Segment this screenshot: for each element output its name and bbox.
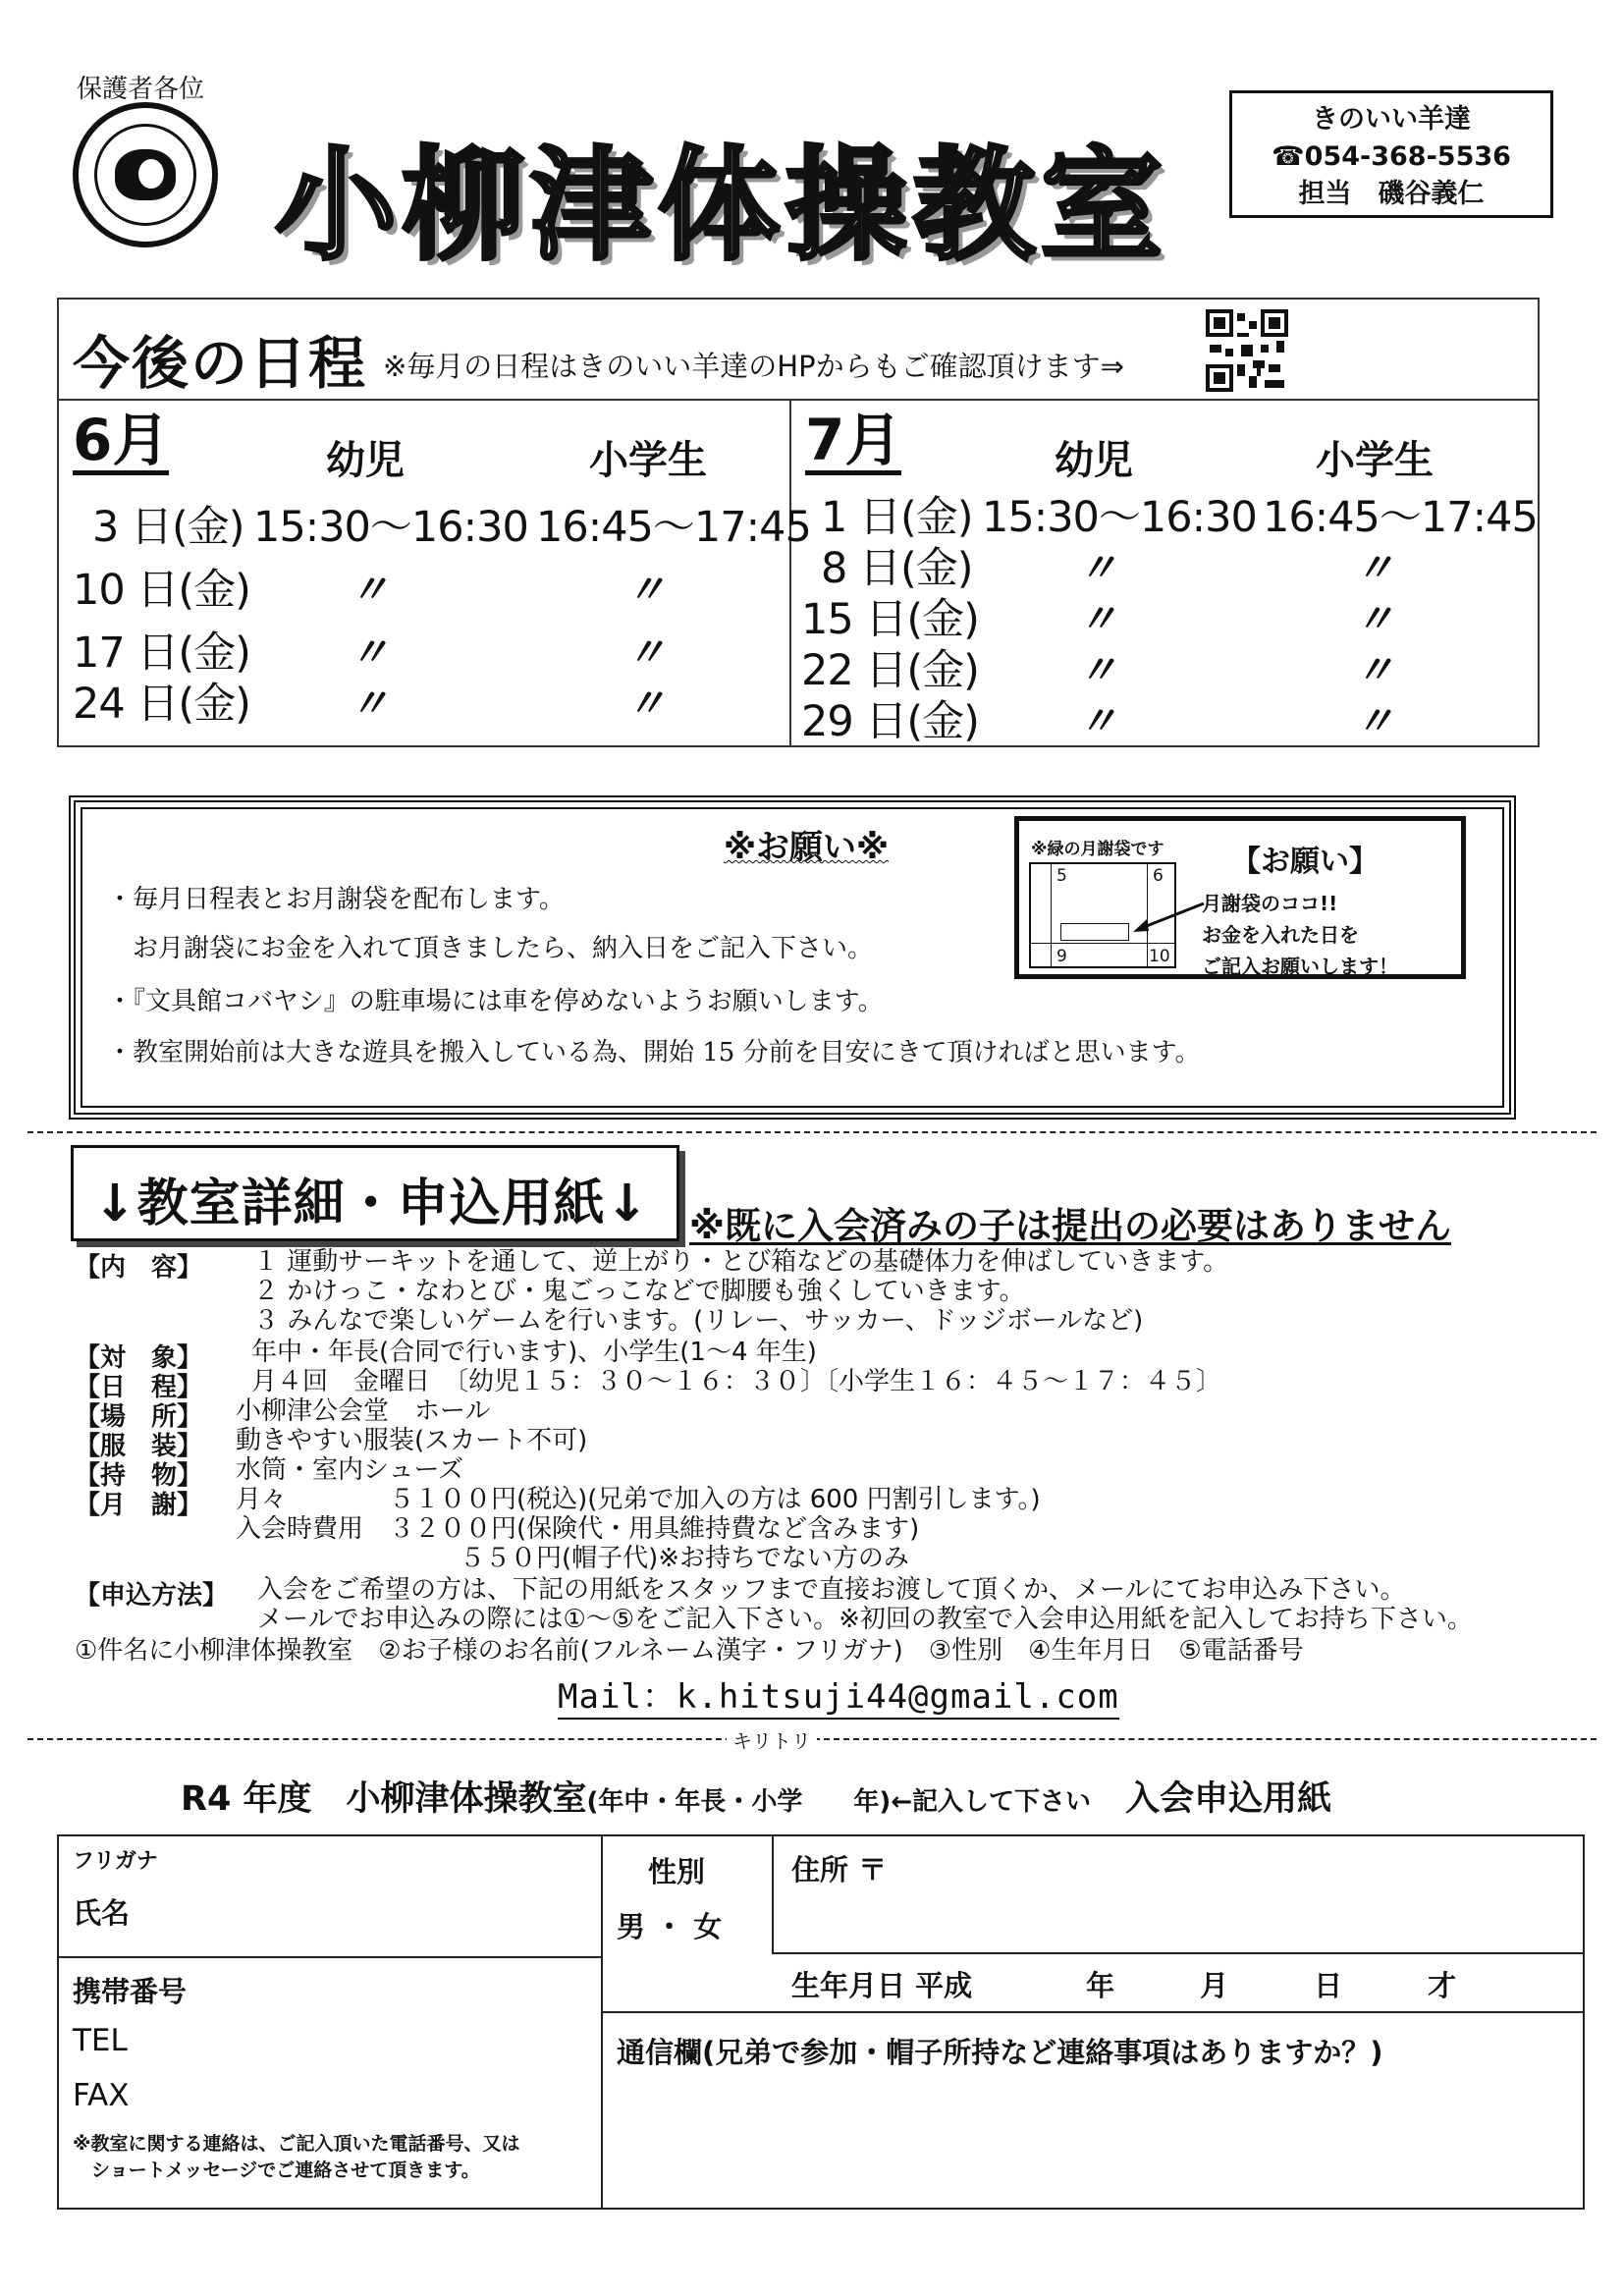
envelope-line-3: ご記入お願いします！ [1202, 955, 1398, 978]
detail-value: 月々 ５１００円(税込)(兄弟で加入の方は 600 円割引します。) [236, 1485, 1041, 1514]
request-line-4: ・教室開始前は大きな遊具を搬入している為、開始 15 分前を目安にきて頂ければと思います。 [107, 1038, 1201, 1067]
detail-value: 水筒・室内シューズ [236, 1455, 464, 1485]
schedule-box [57, 298, 1540, 747]
request-box [69, 795, 1516, 1120]
request-title: ※お願い※ [724, 828, 890, 867]
gender-options[interactable]: 男 ・ 女 [617, 1910, 723, 1943]
detail-value: 小柳津公会堂 ホール [236, 1396, 491, 1426]
arrow-icon [1127, 898, 1206, 937]
address-field[interactable] [903, 1844, 1571, 1946]
gender-label: 性別 [648, 1855, 706, 1888]
envelope-cell: 9 [1056, 947, 1067, 966]
june-date-4: 24 日(金) [73, 680, 250, 729]
envelope-cell: 5 [1056, 866, 1067, 886]
detail-label: 【服 装】 [75, 1432, 203, 1461]
july-kids-3: 〃 [1078, 597, 1117, 642]
schedule-divider [789, 401, 791, 747]
contact-person: 担当 磯谷義仁 [1298, 179, 1485, 209]
details-title-box [71, 1145, 679, 1241]
mail-address-link[interactable]: Mail：k.hitsuji44@gmail.com [558, 1669, 1119, 1720]
july-date-2: 8 日(金) [821, 544, 973, 593]
july-kids-2: 〃 [1078, 546, 1117, 591]
detail-label: 【持 物】 [75, 1461, 203, 1491]
envelope-cell: 10 [1149, 947, 1170, 966]
july-school-5: 〃 [1355, 699, 1394, 744]
june-kids-2: 〃 [350, 568, 389, 613]
detail-value: 月４回 金曜日 〔幼児１５：３０～１６：３０〕〔小学生１６：４５～１７：４５〕 [251, 1367, 1222, 1396]
july-kids-5: 〃 [1078, 699, 1117, 744]
schedule-note: ※毎月の日程はきのいい羊達のHPからもご確認頂けます⇒ [383, 350, 1124, 383]
form-title-sub: (年中・年長・小学 年)←記入して下さい [586, 1787, 1092, 1817]
request-line-1: ・毎月日程表とお月謝袋を配布します。 [107, 885, 565, 914]
apply-label: 【申込方法】 [75, 1581, 229, 1611]
birth-field[interactable]: 生年月日 平成 年 月 日 才 [791, 1969, 1457, 2002]
apply-items: ①件名に小柳津体操教室 ②お子様のお名前(フルネーム漢字・フリガナ) ③性別 ④生年月日 ⑤電話番号 [75, 1636, 1304, 1666]
july-date-4: 22 日(金) [801, 646, 979, 695]
june-school-2: 〃 [626, 568, 666, 613]
details-title: ↓教室詳細・申込用紙↓ [93, 1175, 650, 1233]
fax-field[interactable]: FAX [73, 2078, 130, 2113]
july-date-5: 29 日(金) [801, 697, 979, 746]
content-line-3: ３ みんなで楽しいゲームを行います。(リレー、サッカー、ドッジボールなど) [253, 1306, 1144, 1336]
tel-field[interactable]: TEL [73, 2023, 128, 2058]
request-line-2: お月謝袋にお金を入れて頂きましたら、納入日をご記入下さい。 [107, 934, 874, 963]
contact-tel: ☎054-368-5536 [1272, 141, 1511, 172]
july-col-school: 小学生 [1316, 438, 1434, 483]
july-school-1: 16:45～17:45 [1263, 493, 1538, 542]
form-title-end: 入会申込用紙 [1125, 1779, 1332, 1819]
envelope-heading: 【お願い】 [1231, 845, 1379, 879]
address-label: 住所 〒 [791, 1853, 888, 1886]
june-date-2: 10 日(金) [73, 566, 250, 615]
june-kids-3: 〃 [350, 630, 389, 676]
july-date-1: 1 日(金) [821, 493, 973, 542]
form-title [181, 1772, 1331, 1821]
detail-label: 【日 程】 [75, 1373, 203, 1402]
message-label: 通信欄(兄弟で参加・帽子所持など連絡事項はありますか？) [617, 2036, 1383, 2069]
june-col-school: 小学生 [589, 438, 707, 483]
furigana-label: フリガナ [73, 1849, 158, 1874]
june-date-3: 17 日(金) [73, 629, 250, 678]
cut-label: キリトリ [727, 1725, 817, 1754]
detail-label: 【対 象】 [75, 1343, 203, 1373]
contact-note-2: ショートメッセージでご連絡させて頂きます。 [73, 2159, 480, 2181]
july-kids-4: 〃 [1078, 648, 1117, 693]
detail-value: 年中・年長(合同で行います)、小学生(1～4 年生) [251, 1338, 817, 1367]
envelope-label: ※緑の月謝袋です [1031, 840, 1164, 859]
june-school-4: 〃 [626, 682, 666, 727]
schedule-header [59, 300, 1538, 401]
july-school-2: 〃 [1355, 546, 1394, 591]
july-month: 7月 [805, 407, 902, 473]
july-school-3: 〃 [1355, 597, 1394, 642]
sheep-logo-icon [73, 102, 218, 247]
page-title: 小柳津体操教室 [275, 136, 1169, 277]
detail-label: 【月 謝】 [75, 1491, 203, 1520]
envelope-line-2: お金を入れた日を [1202, 923, 1359, 947]
contact-org: きのいい羊達 [1312, 104, 1471, 135]
envelope-illustration [1014, 816, 1466, 979]
name-label: 氏名 [73, 1896, 131, 1930]
june-month: 6月 [73, 407, 170, 473]
form-title-main: R4 年度 小柳津体操教室 [181, 1779, 587, 1819]
june-col-kids: 幼児 [326, 438, 405, 483]
june-kids-1: 15:30～16:30 [253, 503, 528, 552]
fee-line-2: ５５０円(帽子代)※お持ちでない方のみ [460, 1544, 909, 1573]
fee-line-1: 入会時費用 ３２００円(保険代・用具維持費など含みます) [236, 1514, 920, 1544]
request-line-3: ・『文具館コバヤシ』の駐車場には車を停めないようお願いします。 [107, 987, 884, 1016]
recipient-label: 保護者各位 [77, 75, 205, 104]
application-form [57, 1834, 1585, 2210]
name-field[interactable] [177, 1846, 589, 1944]
july-date-3: 15 日(金) [801, 595, 979, 644]
message-field[interactable] [609, 2072, 1581, 2206]
july-kids-1: 15:30～16:30 [982, 493, 1257, 542]
detail-value: 動きやすい服装(スカート不可) [236, 1426, 588, 1455]
qr-code-icon[interactable] [1206, 309, 1288, 392]
divider [27, 1131, 1597, 1133]
june-date-1: 3 日(金) [92, 503, 244, 552]
content-line-1: １ 運動サーキットを通して、逆上がり・とび箱などの基礎体力を伸ばしていきます。 [253, 1247, 1229, 1277]
detail-label: 【場 所】 [75, 1402, 203, 1432]
contact-note-1: ※教室に関する連絡は、ご記入頂いた電話番号、又は [73, 2133, 520, 2155]
contact-box [1229, 90, 1553, 218]
june-school-3: 〃 [626, 630, 666, 676]
july-col-kids: 幼児 [1055, 438, 1133, 483]
content-label: 【内 容】 [75, 1253, 203, 1283]
june-school-1: 16:45～17:45 [536, 503, 811, 552]
apply-line-2: メールでお申込みの際には①～⑤をご記入下さい。※初回の教室で入会申込用紙を記入してお持ち下さい。 [257, 1605, 1473, 1634]
mobile-label: 携帯番号 [73, 1975, 188, 2008]
june-kids-4: 〃 [350, 682, 389, 727]
schedule-title: 今後の日程 [73, 330, 368, 397]
details-note: ※既に入会済みの子は提出の必要はありません [689, 1205, 1451, 1247]
envelope-line-1: 月謝袋のココ!! [1202, 892, 1338, 915]
envelope-cell: 6 [1153, 866, 1164, 886]
july-school-4: 〃 [1355, 648, 1394, 693]
apply-line-1: 入会をご希望の方は、下記の用紙をスタッフまで直接お渡して頂くか、メールにてお申込み下さい。 [257, 1575, 1406, 1605]
content-line-2: ２ かけっこ・なわとび・鬼ごっこなどで脚腰も強くしていきます。 [253, 1277, 1025, 1306]
